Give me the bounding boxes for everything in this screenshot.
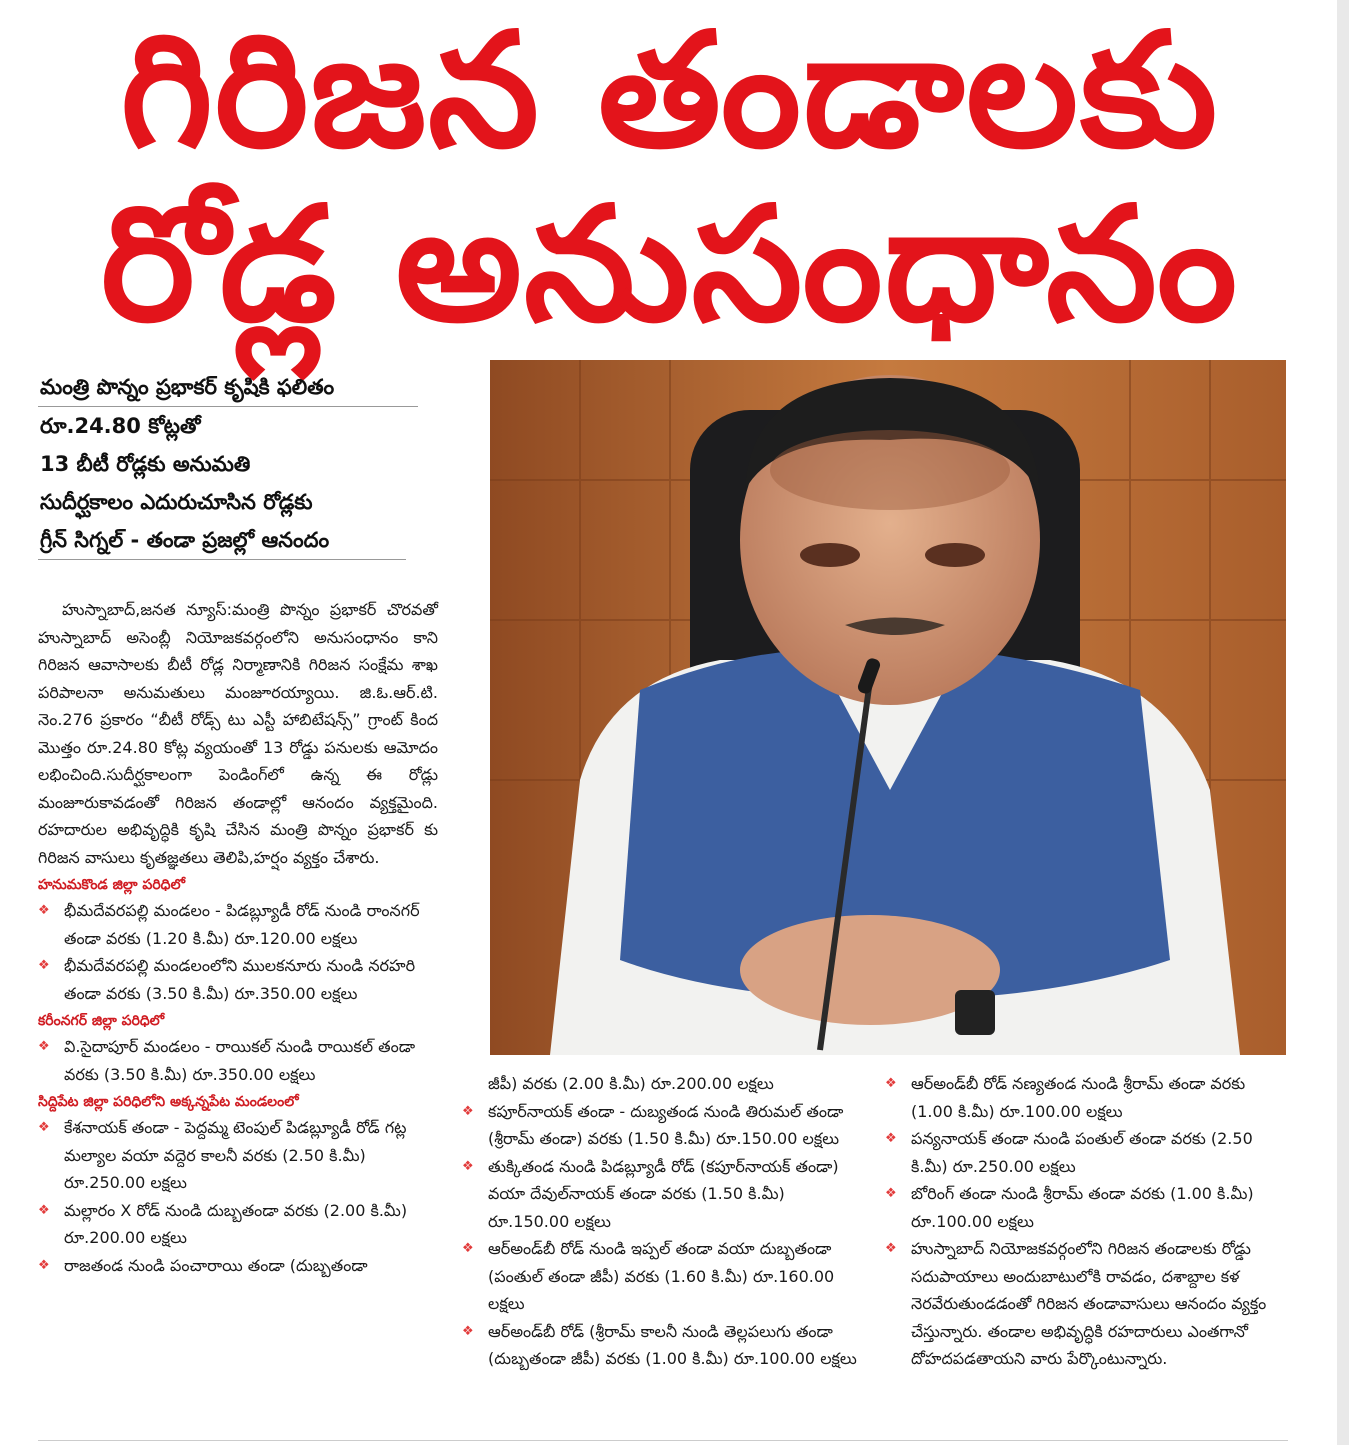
subheading: రూ.24.80 కోట్లతో [40,414,201,438]
list-item [38,1114,438,1197]
list-item [462,1235,867,1318]
bullet-icon: ❖ [38,958,50,973]
list-item [462,1318,867,1373]
list-item-text: ఆర్అండ్‌బీ రోడ్ నుండి ఇప్పల్ తండా వయా దుబ్బతండా (పంతుల్ తండా జీపీ) వరకు (1.60 కి.మీ) రూ.160.00 లక్షలు [488,1239,835,1313]
list-item-text: వి.సైదాపూర్ మండలం - రాయికల్ నుండి రాయికల్ తండా వరకు (3.50 కి.మీ) రూ.350.00 లక్షలు [64,1037,416,1084]
road-list [38,1114,438,1279]
region-heading: హనుమకొండ జిల్లా పరిధిలో [38,877,185,893]
minister-photo-illustration [490,360,1286,1055]
bullet-icon: ❖ [462,1103,474,1119]
list-item [462,1098,867,1153]
subheading: మంత్రి పొన్నం ప్రభాకర్ కృషికి ఫలితం [38,368,418,407]
list-item [462,1153,867,1236]
list-item-text: మల్లారం X రోడ్ నుండి దుబ్బతండా వరకు (2.00 కి.మీ) రూ.200.00 లక్షలు [64,1200,408,1247]
list-item [38,897,438,952]
road-list [885,1070,1285,1373]
subheading: గ్రీన్ సిగ్నల్ - తండా ప్రజల్లో ఆనందం [38,521,406,560]
subheading: సుదీర్ఘకాలం ఎదురుచూసిన రోడ్లకు [40,490,313,514]
bullet-icon: ❖ [38,1039,50,1054]
bullet-icon: ❖ [885,1241,897,1256]
region-heading: కరీంనగర్ జిల్లా పరిధిలో [38,1013,165,1029]
list-item [38,952,438,1007]
article-column-2 [462,1070,867,1373]
list-item [885,1235,1285,1373]
subheading: 13 బీటీ రోడ్లకు అనుమతి [40,452,251,476]
list-item-text: బోరింగ్ తండా నుండి శ్రీరామ్ తండా వరకు (1.00 కి.మీ) రూ.100.00 లక్షలు [911,1184,1254,1231]
article-column-3 [885,1070,1285,1373]
road-list [462,1098,867,1373]
list-item-text: ఆర్అండ్‌బీ రోడ్ నణ్యతండ నుండి శ్రీరామ్ తండా వరకు (1.00 కి.మీ) రూ.100.00 లక్షలు [911,1074,1246,1121]
article-column-1 [38,596,438,1279]
bullet-icon: ❖ [885,1076,897,1091]
minister-photo [490,360,1286,1055]
list-item-text: ఆర్అండ్‌బీ రోడ్ (శ్రీరామ్ కాలనీ నుండి తెల్లపలుగు తండా (దుబ్బతండా జీపీ) వరకు (1.00 కి.మీ) రూ.100.00 లక్షలు [488,1321,857,1368]
list-item-text: భీమదేవరపల్లి మండలంలోని ములకనూరు నుండి నరహరి తండా వరకు (3.50 కి.మీ) రూ.350.00 లక్షలు [64,956,416,1003]
list-item [38,1252,438,1280]
bullet-icon: ❖ [885,1186,897,1201]
list-item-text: కేశనాయక్ తండా - పెద్దమ్మ టెంపుల్ పిడబ్ల్యూడీ రోడ్ గట్ల మల్యాల వయా వద్దెర కాలనీ వరకు (2.50 కి.మీ) రూ.250.00 లక్షలు [64,1118,407,1192]
bullet-icon: ❖ [462,1241,474,1256]
road-list [38,1033,438,1088]
bullet-icon: ❖ [38,1202,50,1218]
list-item-text: హుస్నాబాద్ నియోజకవర్గంలోని గిరిజన తండాలకు రోడ్డు సదుపాయాలు అందుబాటులోకి రావడం, దశాబ్దాల కళ నెరవేరుతుండడంతో గిరిజన తండావాసులు ఆనందం వ్యక్తం చేస్తున్నారు. తండాల అభివృద్ధికి రహదారులు ఎంతగానో దోహదపడతాయని వారు పేర్కొంటున్నారు. [911,1239,1267,1368]
road-list [38,897,438,1007]
list-item-text: కపూర్‌నాయక్ తండా - దుబ్యతండ నుండి తిరుమల్ తండా (శ్రీరామ్ తండా) వరకు (1.50 కి.మీ) రూ.150.00 లక్షలు [488,1101,844,1148]
region-heading: సిద్దిపేట జిల్లా పరిధిలోని అక్కన్నపేట మండలంలో [38,1094,299,1110]
bullet-icon: ❖ [38,903,50,918]
list-item-text: భీమదేవరపల్లి మండలం - పిడబ్ల్యూడీ రోడ్ నుండి రాంనగర్ తండా వరకు (1.20 కి.మీ) రూ.120.00 లక్షలు [64,901,420,948]
bullet-icon: ❖ [885,1131,897,1146]
list-item [885,1180,1285,1235]
bullet-icon: ❖ [38,1120,50,1135]
list-item-continuation: జీపీ) వరకు (2.00 కి.మీ) రూ.200.00 లక్షలు [488,1074,774,1093]
list-item [38,1197,438,1252]
bullet-icon: ❖ [38,1257,50,1273]
list-item [885,1125,1285,1180]
list-item [885,1070,1285,1125]
headline-line-1: గిరిజన తండాలకు [120,0,1220,183]
bullet-icon: ❖ [462,1323,474,1339]
list-item-text: తుక్కితండ నుండి పిడబ్ల్యూడీ రోడ్ (కపూర్‌నాయక్ తండా) వయా దేవుల్‌నాయక్ తండా వరకు (1.50 కి.మీ) రూ.150.00 లక్షలు [488,1156,839,1231]
article-body: హుస్నాబాద్,జనత న్యూస్:మంత్రి పొన్నం ప్రభాకర్ చొరవతో హుస్నాబాద్ అసెంబ్లీ నియోజకవర్గంలోని అనుసంధానం కాని గిరిజన ఆవాసాలకు బీటీ రోడ్ల నిర్మాణానికి గిరిజన సంక్షేమ శాఖ పరిపాలనా అనుమతులు మంజూరయ్యాయి. జి.ఓ.ఆర్.టి. నెం.276 ప్రకారం “బీటీ రోడ్స్ టు ఎస్టీ హాబిటేషన్స్” గ్రాంట్ కింద మొత్తం రూ.24.80 కోట్ల వ్యయంతో 13 రోడ్డు పనులకు ఆమోదం లభించింది.సుదీర్ఘకాలంగా పెండింగ్‌లో ఉన్న ఈ రోడ్లు మంజూరుకావడంతో గిరిజన తండాల్లో ఆనందం వ్యక్తమైంది. రహదారుల అభివృద్ధికి కృషి చేసిన మంత్రి పొన్నం ప్రభాకర్ కు గిరిజన వాసులు కృతజ్ఞతలు తెలిపి,హర్షం వ్యక్తం చేశారు. [38,600,438,867]
bottom-divider [38,1440,1288,1441]
subheadings [38,368,418,560]
list-item-text: పన్యనాయక్ తండా నుండి పంతుల్ తండా వరకు (2.50 కి.మీ) రూ.250.00 లక్షలు [911,1129,1253,1176]
list-item [38,1033,438,1088]
bullet-icon: ❖ [462,1158,474,1174]
headline-line-2: రోడ్ల అనుసంధానం [101,173,1239,357]
list-item-text: రాజతండ నుండి పంచారాయి తండా (దుబ్బతండా [64,1255,368,1275]
